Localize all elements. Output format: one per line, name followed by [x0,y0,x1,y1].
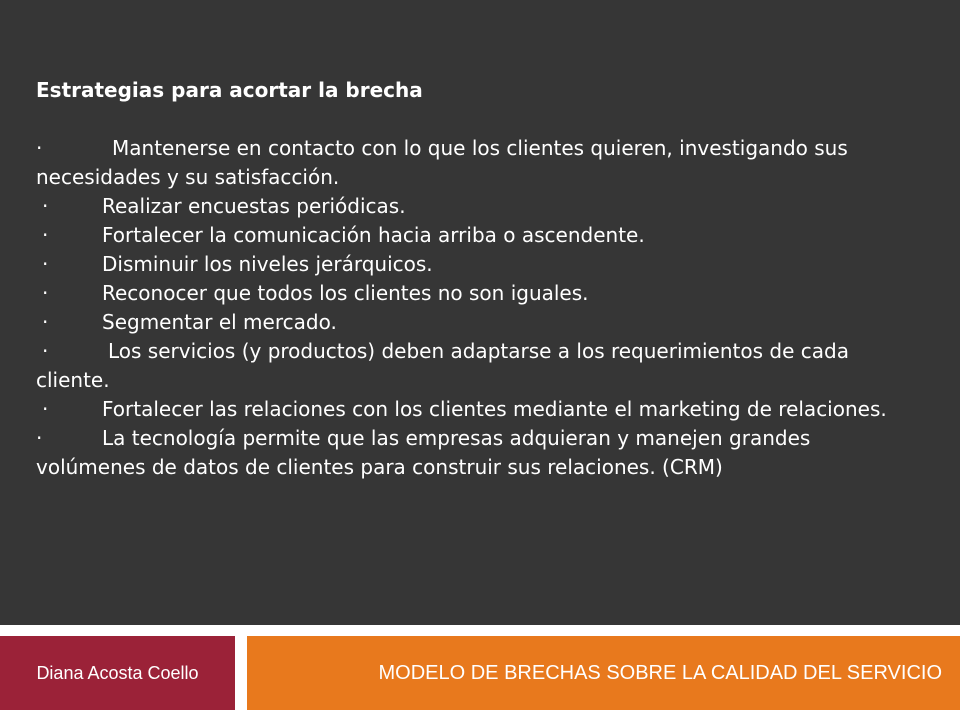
bullet-dot: · [42,339,49,363]
slide-heading: Estrategias para acortar la brecha [36,78,423,102]
list-item [36,192,922,221]
author-footer [0,636,235,710]
list-item-text: Reconocer que todos los clientes no son iguales. [102,281,589,305]
author-name: Diana Acosta Coello [36,662,199,683]
bullet-dot: · [36,136,43,160]
list-item [36,308,922,337]
presentation-title: MODELO DE BRECHAS SOBRE LA CALIDAD DEL SERVICIO [378,661,942,684]
bullet-dot: · [42,281,49,305]
bullet-dot: · [36,426,43,450]
list-item-text: La tecnología permite que las empresas adquieran y manejen grandes volúmenes de datos de clientes para construir sus relaciones. (CRM) [36,426,811,479]
bullet-dot: · [42,194,49,218]
bullet-dot: · [42,397,49,421]
list-item-text: Disminuir los niveles jerárquicos. [102,252,433,276]
list-item-text: Segmentar el mercado. [102,310,337,334]
list-item [36,221,922,250]
list-item [36,395,922,424]
title-footer [247,636,960,710]
list-item-text: Fortalecer la comunicación hacia arriba o ascendente. [102,223,645,247]
list-item [36,337,922,395]
list-item [36,424,922,482]
list-item-text: Fortalecer las relaciones con los clientes mediante el marketing de relaciones. [102,397,887,421]
bullet-dot: · [42,223,49,247]
list-item [36,279,922,308]
list-item [36,134,922,192]
list-item-text: Realizar encuestas periódicas. [102,194,406,218]
bullet-dot: · [42,310,49,334]
list-item-text: Mantenerse en contacto con lo que los clientes quieren, investigando sus necesidades y su satisfacción. [36,136,848,189]
list-item [36,250,922,279]
text-block [36,76,922,482]
list-item-text: Los servicios (y productos) deben adaptarse a los requerimientos de cada cliente. [36,339,849,392]
bullet-dot: · [42,252,49,276]
